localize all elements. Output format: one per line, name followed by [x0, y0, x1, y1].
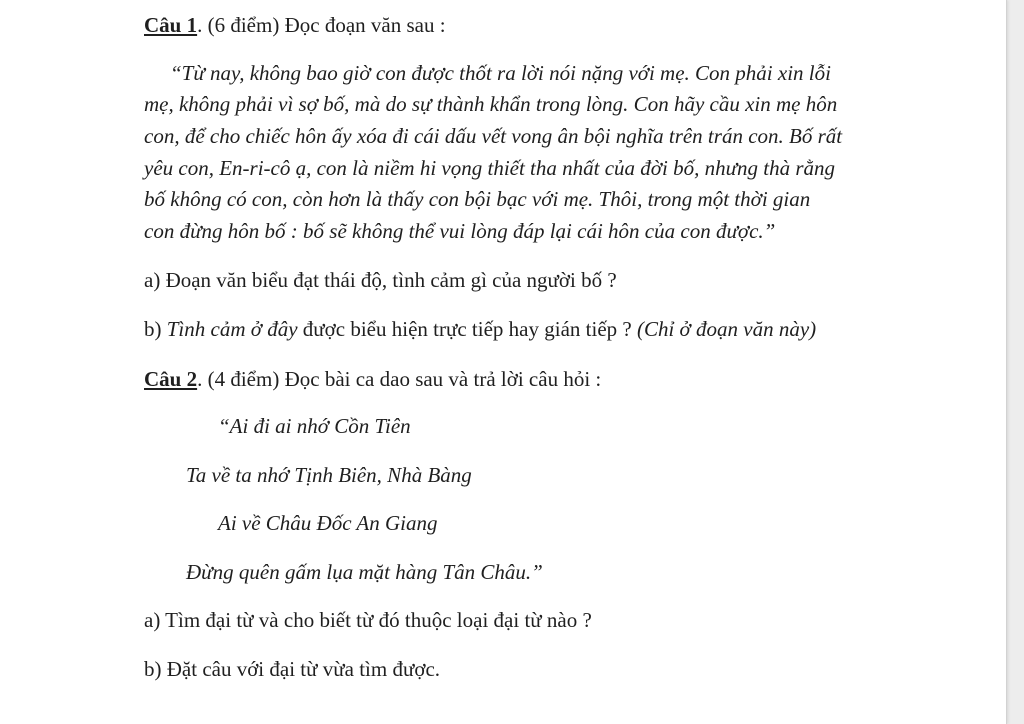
question-2-heading	[144, 366, 601, 392]
question-2a: a) Tìm đại từ và cho biết từ đó thuộc loại đại từ nào ?	[144, 608, 592, 632]
passage-line-1: “Từ nay, không bao giờ con được thốt ra lời nói nặng với mẹ. Con phải xin lỗi	[170, 61, 831, 85]
poem-line-4: Đừng quên gấm lụa mặt hàng Tân Châu.”	[186, 560, 543, 584]
passage-line-6: con đừng hôn bố : bố sẽ không thể vui lòng đáp lại cái hôn của con được.”	[144, 219, 776, 243]
question-1b	[144, 316, 816, 342]
question-1a: a) Đoạn văn biểu đạt thái độ, tình cảm gì của người bố ?	[144, 268, 617, 292]
question-1b-prefix: b)	[144, 317, 167, 341]
question-1-heading	[144, 12, 446, 38]
poem-line-3: Ai về Châu Đốc An Giang	[218, 511, 438, 535]
question-2-heading-text: . (4 điểm) Đọc bài ca dao sau và trả lời câu hỏi :	[197, 367, 602, 391]
question-1b-note: (Chỉ ở đoạn văn này)	[636, 317, 817, 341]
poem-line-2: Ta về ta nhớ Tịnh Biên, Nhà Bàng	[186, 463, 472, 487]
question-2-label: Câu 2	[144, 367, 198, 391]
passage-line-4: yêu con, En-ri-cô ạ, con là niềm hi vọng thiết tha nhất của đời bố, nhưng thà rằng	[144, 156, 836, 180]
question-1b-middle: được biểu hiện trực tiếp hay gián tiếp ?	[297, 317, 637, 341]
question-1b-italic: Tình cảm ở đây	[166, 317, 298, 341]
question-1-label: Câu 1	[144, 13, 198, 37]
passage-line-5: bố không có con, còn hơn là thấy con bội bạc với mẹ. Thôi, trong một thời gian	[144, 187, 811, 211]
passage-line-2: mẹ, không phải vì sợ bố, mà do sự thành khẩn trong lòng. Con hãy cầu xin mẹ hôn	[144, 92, 838, 116]
poem-line-1: “Ai đi ai nhớ Cồn Tiên	[218, 414, 411, 438]
question-1-heading-text: . (6 điểm) Đọc đoạn văn sau :	[197, 13, 446, 37]
passage-line-3: con, để cho chiếc hôn ấy xóa đi cái dấu vết vong ân bội nghĩa trên trán con. Bố rất	[144, 124, 843, 148]
question-2b: b) Đặt câu với đại từ vừa tìm được.	[144, 657, 441, 681]
